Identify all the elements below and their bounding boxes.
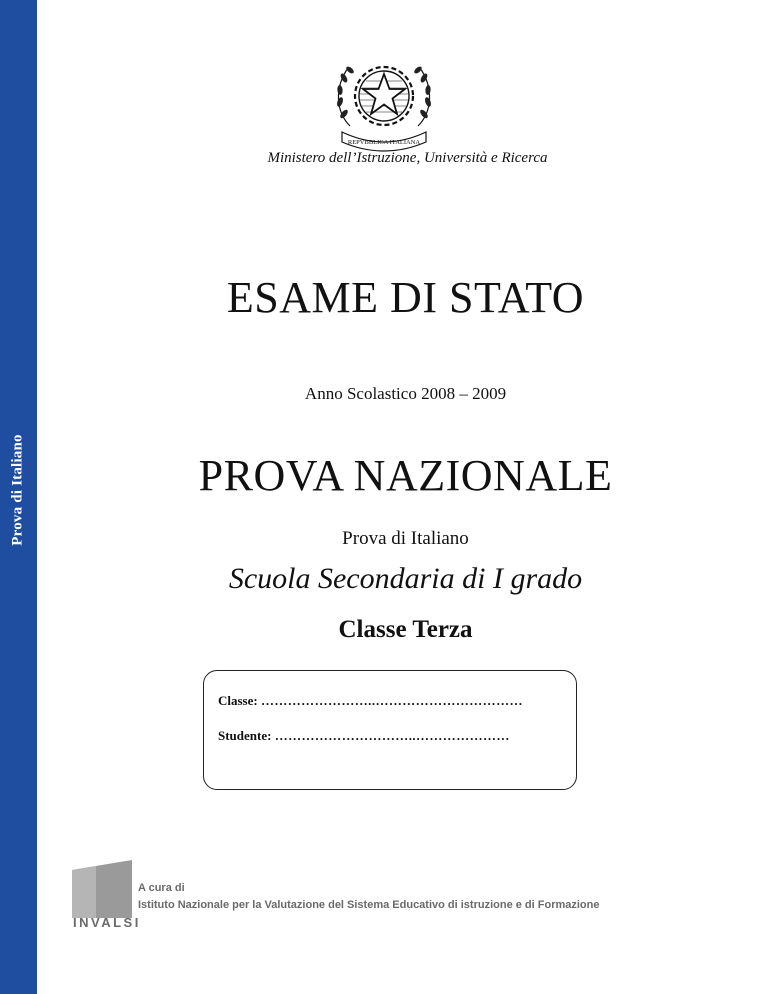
student-field[interactable] (218, 728, 510, 744)
test-title: PROVA NAZIONALE (198, 451, 613, 500)
class-level: Classe Terza (338, 616, 473, 643)
subject-label: Prova di Italiano (342, 528, 469, 549)
invalsi-logo-icon (72, 860, 132, 918)
school-level: Scuola Secondaria di I grado (228, 562, 583, 595)
side-label: Prova di Italiano (9, 434, 26, 546)
class-field-label: Classe: (218, 693, 258, 708)
school-year: Anno Scolastico 2008 – 2009 (304, 384, 507, 403)
class-field-dots: ……………………..…………………………… (260, 693, 523, 708)
side-band (0, 0, 37, 994)
class-field[interactable] (218, 693, 523, 709)
credit-line-1: A cura di (138, 882, 185, 894)
credit-line-2: Istituto Nazionale per la Valutazione del Sistema Educativo di istruzione e di Formazione (138, 899, 600, 911)
italian-republic-emblem-icon (322, 48, 446, 152)
student-info-box (203, 670, 577, 790)
student-field-label: Studente: (218, 728, 272, 743)
invalsi-logo-text: INVALSI (73, 915, 141, 930)
ministry-name: Ministero dell’Istruzione, Università e Ricerca (267, 150, 548, 166)
exam-title: ESAME DI STATO (226, 273, 585, 322)
emblem-ribbon-text: REPVBBLICA ITALIANA (347, 139, 421, 146)
student-field-dots: …………………………..………………… (274, 728, 510, 743)
